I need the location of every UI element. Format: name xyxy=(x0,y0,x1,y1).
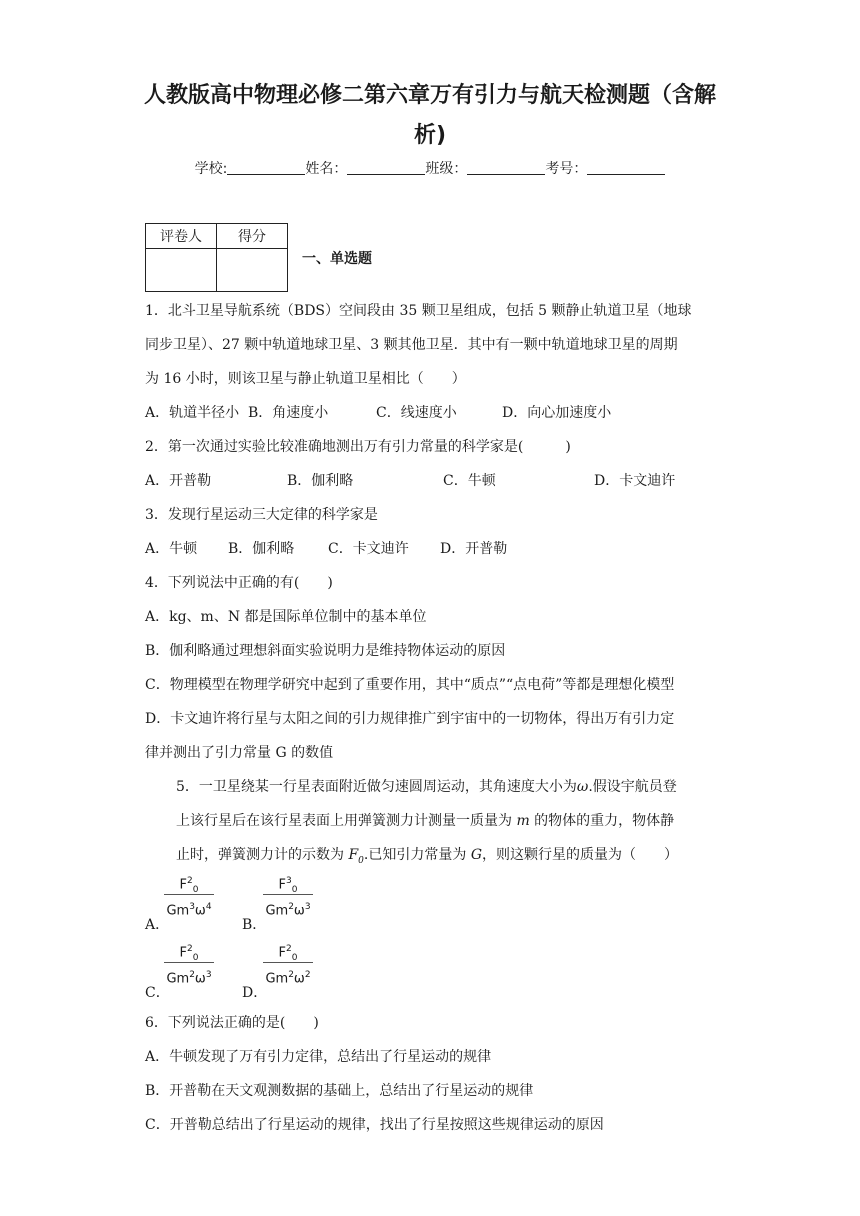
q5-line3: 止时，弹簧测力计的示数为 $F_0$.已知引力常量为 G，则这颗行星的质量为（ ） xyxy=(176,847,678,866)
q1-option-c: C．线速度小 xyxy=(376,405,457,421)
class-blank xyxy=(467,160,545,175)
q6-option-b: B．开普勒在天文观测数据的基础上，总结出了行星运动的规律 xyxy=(145,1083,534,1099)
q1-option-b: B．角速度小 xyxy=(248,405,329,421)
q5-line2: 上该行星后在该行星表面上用弹簧测力计测量一质量为 m 的物体的重力，物体静 xyxy=(176,813,675,829)
q1-option-d: D．向心加速度小 xyxy=(502,405,612,421)
omega-symbol: ω xyxy=(576,779,589,795)
mass-symbol: m xyxy=(516,813,530,829)
section-title: 一、单选题 xyxy=(302,251,372,267)
exam-no-blank xyxy=(587,160,665,175)
q3-option-a: A．牛顿 xyxy=(145,541,198,557)
document-title-line1: 人教版高中物理必修二第六章万有引力与航天检测题（含解 xyxy=(143,83,716,108)
q5-option-d-label: D． xyxy=(242,985,268,1001)
force-symbol: $F_0$ xyxy=(348,847,364,866)
q4-option-d-line1: D．卡文迪许将行星与太阳之间的引力规律推广到宇宙中的一切物体，得出万有引力定 xyxy=(145,711,675,727)
q5-option-c-fraction: $F^2_0$ $Gm^2\omega^3$ xyxy=(160,938,218,985)
q2-option-d: D．卡文迪许 xyxy=(594,473,676,489)
score-table xyxy=(145,223,288,292)
q4-stem: 4．下列说法中正确的有( ) xyxy=(145,575,333,591)
q4-option-a: A．kg、m、N 都是国际单位制中的基本单位 xyxy=(145,609,427,625)
q3-option-b: B．伽利略 xyxy=(228,541,295,557)
score-header: 得分 xyxy=(217,224,288,249)
q5-option-a-fraction: $F^2_0$ $Gm^3\omega^4$ xyxy=(160,870,218,917)
q5-option-b-fraction: $F^3_0$ $Gm^2\omega^3$ xyxy=(259,870,317,917)
exam-no-label: 考号： xyxy=(545,161,588,177)
q6-option-a: A．牛顿发现了万有引力定律，总结出了行星运动的规律 xyxy=(145,1049,492,1065)
q2-stem: 2．第一次通过实验比较准确地测出万有引力常量的科学家是( ) xyxy=(145,439,571,455)
name-label: 姓名： xyxy=(305,161,348,177)
q5-line1: 5．一卫星绕某一行星表面附近做匀速圆周运动，其角速度大小为ω.假设宇航员登 xyxy=(176,779,677,795)
grader-cell xyxy=(146,249,217,292)
q5-option-d-fraction: $F^2_0$ $Gm^2\omega^2$ xyxy=(259,938,317,985)
q2-option-a: A．开普勒 xyxy=(145,473,212,489)
q6-option-c: C．开普勒总结出了行星运动的规律，找出了行星按照这些规律运动的原因 xyxy=(145,1117,604,1133)
q3-option-c: C．卡文迪许 xyxy=(328,541,409,557)
q2-option-c: C．牛顿 xyxy=(443,473,496,489)
name-blank xyxy=(347,160,425,175)
school-label: 学校: xyxy=(194,161,228,177)
score-cell xyxy=(217,249,288,292)
q5-option-b-label: B． xyxy=(242,917,267,933)
q1-option-a: A．轨道半径小 xyxy=(145,405,240,421)
q5-option-c-label: C． xyxy=(145,985,170,1001)
student-info-row xyxy=(0,158,860,178)
class-label: 班级： xyxy=(425,161,468,177)
gravity-constant-symbol: G xyxy=(470,847,482,863)
grader-header: 评卷人 xyxy=(146,224,217,249)
q4-option-d-line2: 律并测出了引力常量 G 的数值 xyxy=(145,745,334,761)
document-title-line2: 析) xyxy=(413,123,447,148)
q1-line2: 同步卫星）、27 颗中轨道地球卫星、3 颗其他卫星．其中有一颗中轨道地球卫星的周期 xyxy=(145,337,678,353)
q3-option-d: D．开普勒 xyxy=(440,541,508,557)
q6-stem: 6．下列说法正确的是( ) xyxy=(145,1015,319,1031)
q5-option-a-label: A． xyxy=(145,917,170,933)
q3-stem: 3．发现行星运动三大定律的科学家是 xyxy=(145,507,378,523)
q1-line3: 为 16 小时，则该卫星与静止轨道卫星相比（ ） xyxy=(145,371,466,387)
q1-line1: 1．北斗卫星导航系统（BDS）空间段由 35 颗卫星组成，包括 5 颗静止轨道卫星（地球 xyxy=(145,303,692,319)
q4-option-c: C．物理模型在物理学研究中起到了重要作用，其中“质点”“点电荷”等都是理想化模型 xyxy=(145,677,675,693)
school-blank xyxy=(227,160,305,175)
q2-option-b: B．伽利略 xyxy=(287,473,354,489)
q4-option-b: B．伽利略通过理想斜面实验说明力是维持物体运动的原因 xyxy=(145,643,506,659)
